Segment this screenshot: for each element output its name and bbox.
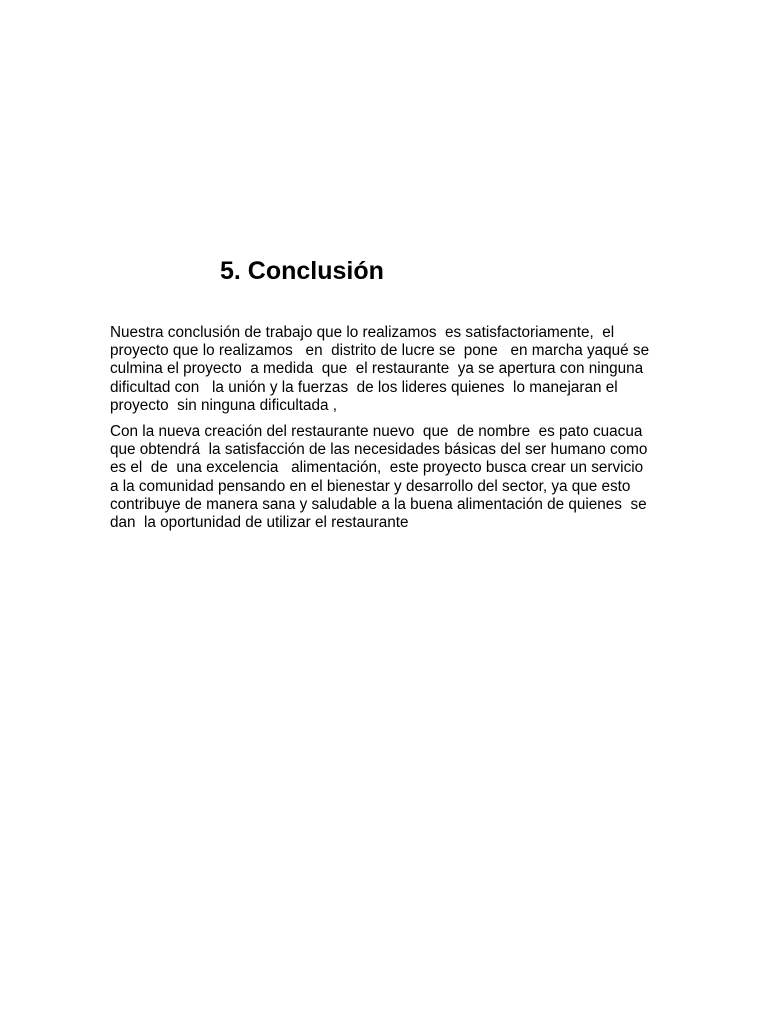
paragraph-line: proyecto que lo realizamos en distrito de lucre se pone en marcha yaqué se xyxy=(110,342,650,360)
paragraph-line: Nuestra conclusión de trabajo que lo realizamos es satisfactoriamente, el xyxy=(110,324,615,341)
paragraph-line: es el de una excelencia alimentación, este proyecto busca crear un servicio xyxy=(110,459,644,477)
paragraph-line: proyecto sin ninguna dificultada , xyxy=(110,396,338,414)
paragraph-line: que obtendrá la satisfacción de las necesidades básicas del ser humano como xyxy=(110,441,648,459)
paragraph-line: contribuye de manera sana y saludable a la buena alimentación de quienes se xyxy=(110,495,647,513)
paragraph-line: dan la oportunidad de utilizar el restaurante xyxy=(110,514,409,532)
paragraph-1 xyxy=(110,324,670,415)
paragraph-line: Con la nueva creación del restaurante nuevo que de nombre es pato cuacua xyxy=(110,423,643,441)
section-heading: 5. Conclusión xyxy=(220,257,384,285)
paragraph-2 xyxy=(110,423,670,532)
paragraph-line: dificultad con la unión y la fuerzas de los lideres quienes lo manejaran el xyxy=(110,378,618,396)
paragraph-line: culmina el proyecto a medida que el restaurante ya se apertura con ninguna xyxy=(110,360,644,378)
conclusion-body xyxy=(110,324,670,532)
paragraph-line: a la comunidad pensando en el bienestar y desarrollo del sector, ya que esto xyxy=(110,477,631,495)
